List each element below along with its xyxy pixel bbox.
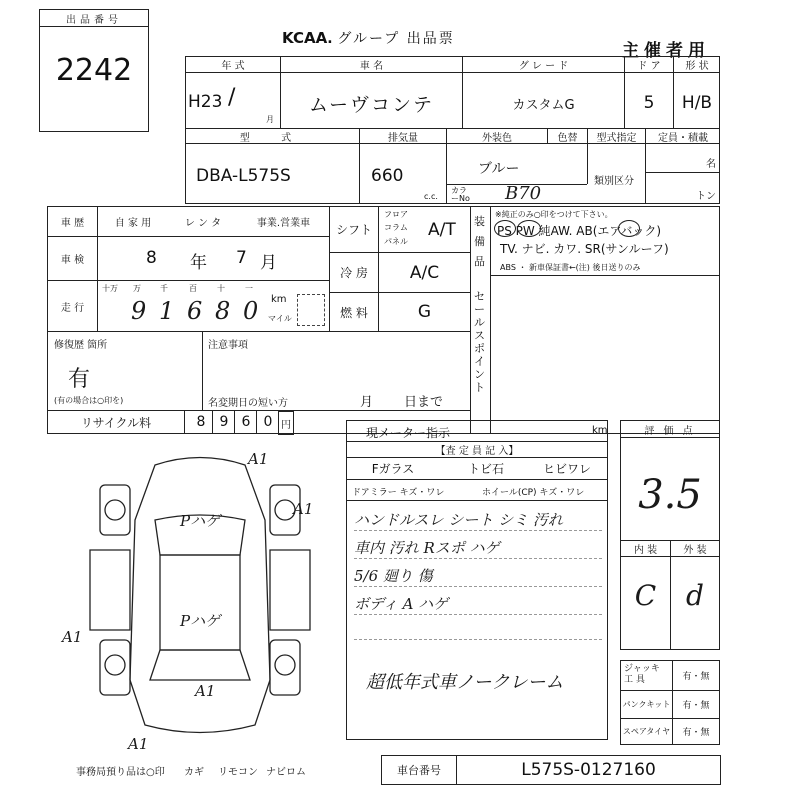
chassis-value: L575S-0127160: [521, 760, 656, 780]
color-no-label: カラーNo: [451, 186, 470, 203]
color-value: ブルー: [478, 161, 520, 177]
history-label: 車 歴: [60, 218, 85, 229]
inspection-year-unit: 年: [190, 253, 207, 273]
diagram-mark-7: Pハゲ: [180, 612, 221, 630]
year-value: H23: [188, 92, 223, 112]
crack2-label: ヒビワレ: [542, 461, 591, 476]
inspector-title: 【査 定 員 記 入】: [435, 445, 519, 457]
mile-label: マイル: [268, 314, 292, 323]
meter-label: 現メーター指示: [366, 426, 451, 440]
header: KCAA. グループ 出品票: [282, 29, 455, 47]
equipment-note: ※純正のみ○印をつけて下さい。: [495, 210, 613, 219]
km-label: km: [271, 294, 287, 305]
brand-logo: KCAA: [282, 29, 328, 47]
diagram-mark-4: A1: [195, 682, 216, 700]
crack1-label: トビ石: [467, 461, 504, 476]
chassis-label: 車台番号: [397, 764, 441, 777]
fuel-label: 燃 料: [340, 305, 368, 320]
equipment-line2: TV. ナビ. カワ. SR(サンルーフ): [500, 242, 669, 256]
capacity-label: 定員・積載: [658, 132, 708, 144]
shift-column: コラム: [384, 223, 408, 232]
car-diagram: [60, 440, 340, 770]
jack-label: ジャッキ 工 具: [624, 664, 660, 685]
door-label: ド ア: [637, 61, 661, 72]
year-label: 年 式: [221, 61, 245, 72]
history-rental: レ ン タ: [184, 218, 222, 229]
lot-label: 出品番号: [40, 10, 148, 27]
grade-label: グ レ ー ド: [518, 61, 569, 72]
interior-grade: C: [634, 578, 657, 612]
organizer-label: 主催者用: [622, 41, 710, 61]
shift-value: A/T: [428, 220, 456, 240]
diagram-mark-2: A1: [293, 500, 314, 518]
history-private: 自 家 用: [114, 218, 152, 229]
model-value: DBA-L575S: [196, 166, 291, 186]
inspector-line-4: ボディ A ハゲ: [354, 593, 602, 615]
equipment-line3: ABS ・ 新車保証書←(注) 後日送りのみ: [500, 263, 641, 272]
exterior-grade: d: [686, 578, 704, 612]
recycle-digits: 8 9 6 0 円: [190, 411, 302, 433]
equipment-label: 装備品: [474, 215, 485, 268]
recycle-label: リサイクル料: [80, 415, 152, 430]
color-change-label: 色替: [557, 132, 578, 144]
history-business: 事業.営業車: [256, 218, 311, 229]
inspection-month-unit: 月: [260, 253, 277, 273]
diagram-mark-3: A1: [62, 628, 83, 646]
shape-value: H/B: [681, 93, 713, 113]
inspector-line-1: ハンドルスレ シート シミ 汚れ: [354, 509, 602, 531]
displacement-label: 排気量: [388, 132, 418, 144]
category-label: 類別区分: [594, 176, 634, 187]
inspection-month: 7: [236, 248, 247, 268]
ab-circle: [618, 220, 640, 237]
mileage-digits: 十万 万 千 百 十 一 9 1 6 8 0: [102, 284, 259, 325]
ac-label: 冷 房: [340, 266, 368, 280]
color-no-value: B70: [505, 183, 542, 204]
model-label: 型 式: [239, 132, 306, 144]
spare-label: スペアタイヤ: [622, 727, 671, 736]
grade-label: 評 価 点: [644, 425, 696, 437]
puncture-label: パンクキット: [622, 700, 671, 709]
interior-label: 内 装: [633, 545, 658, 556]
name-change-label: 名変期日の短い方: [208, 398, 288, 409]
spare-value: 有・無: [682, 728, 710, 738]
mileage-label: 走 行: [60, 302, 85, 314]
mirror-label: ドアミラー キズ・ワレ: [352, 488, 445, 498]
diagram-mark-6: Pハゲ: [180, 512, 221, 530]
diagram-mark-5: A1: [128, 735, 149, 753]
ac-value: A/C: [409, 262, 440, 283]
equipment-line1: PS PW 純AW. AB(エアバック): [497, 224, 662, 238]
mile-checkbox[interactable]: [297, 294, 325, 326]
repair-value: 有: [68, 367, 91, 392]
shift-floor: フロア: [384, 210, 408, 219]
displacement-value: 660: [371, 166, 404, 186]
lot-number: 2242: [55, 52, 133, 88]
color-label: 外装色: [482, 132, 512, 144]
inspector-line-2: 車内 汚れ Rスポ ハゲ: [354, 537, 602, 559]
year-slash: /: [228, 85, 236, 110]
glass-label: Fガラス: [371, 461, 415, 476]
month-unit: 月: [266, 115, 274, 124]
inspection-label: 車 検: [60, 255, 85, 266]
shift-label: シフト: [335, 223, 372, 237]
name-value: ムーヴコンテ: [308, 93, 435, 116]
ps-circle: [494, 220, 516, 237]
sales-point-label: セールスポイント: [474, 290, 485, 394]
diagram-mark-1: A1: [248, 450, 269, 468]
wheel-label: ホイール(CP) キズ・ワレ: [482, 488, 585, 498]
pw-circle: [517, 220, 541, 237]
inspection-year: 8: [146, 248, 157, 268]
shape-label: 形 状: [685, 61, 709, 72]
name-label: 車 名: [359, 61, 384, 72]
repair-note: (有の場合は○印を): [54, 396, 124, 405]
footer-navi: ナビロム: [266, 767, 306, 778]
person-unit: 名: [706, 159, 716, 170]
repair-label: 修復歴 箇所: [54, 340, 108, 351]
jack-value: 有・無: [682, 672, 710, 682]
notes-label: 注意事項: [208, 340, 248, 351]
meter-km: km: [592, 425, 608, 436]
footer-remote: リモコン: [218, 767, 258, 778]
name-change-day: 日まで: [404, 395, 444, 410]
footer-key: カギ: [184, 767, 204, 778]
lot-box: [39, 9, 149, 132]
header-title: グループ 出品票: [337, 31, 455, 47]
type-spec-label: 型式指定: [596, 132, 637, 144]
name-change-month: 月: [360, 395, 374, 410]
ton-unit: トン: [696, 191, 716, 202]
exterior-label: 外 装: [683, 545, 707, 556]
grade-score: 3.5: [638, 472, 702, 518]
door-value: 5: [643, 93, 655, 113]
inspector-line-6: 超低年式車ノークレーム: [366, 672, 564, 693]
puncture-value: 有・無: [682, 701, 710, 711]
fuel-value: G: [417, 302, 432, 322]
grade-value: カスタムG: [512, 97, 575, 113]
shift-panel: パネル: [384, 237, 408, 246]
car-roof: [160, 555, 240, 650]
cc-unit: c.c.: [424, 192, 438, 201]
inspector-line-3: 5/6 廻り 傷: [354, 565, 602, 587]
office-note: 事務局預り品は○印: [76, 767, 165, 778]
